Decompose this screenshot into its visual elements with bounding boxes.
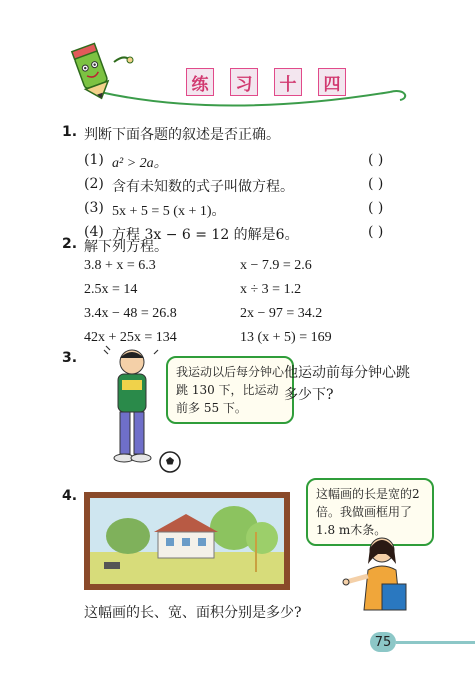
q1-item-1-answer-blank[interactable]: ( ) (368, 152, 384, 168)
title-char-4: 四 (318, 68, 346, 96)
q4-speech-bubble: 这幅画的长是宽的2倍。我做画框用了1.8 m木条。 (306, 478, 434, 546)
q3-speech-bubble: 我运动以后每分钟心跳 130 下，比运动前多 55 下。 (166, 356, 294, 424)
title-char-1: 练 (186, 68, 214, 96)
girl-figure-icon (340, 530, 420, 626)
pencil-mascot-icon (62, 42, 134, 102)
q2-number: 2. (62, 236, 78, 252)
q4-number: 4. (62, 488, 78, 504)
q3-number: 3. (62, 350, 78, 366)
q1-prompt: 判断下面各题的叙述是否正确。 (84, 127, 280, 143)
q2-left-eq-3: 3.4x − 48 = 26.8 (84, 306, 177, 321)
q2-right-eq-1: x − 7.9 = 2.6 (240, 258, 312, 273)
q2-left-eq-4: 42x + 25x = 134 (84, 330, 177, 345)
q1-item-4-answer-blank[interactable]: ( ) (368, 224, 384, 240)
title-char-2: 习 (230, 68, 258, 96)
q3-question: 他运动前每分钟心跳多少下? (284, 365, 410, 403)
q4-question: 这幅画的长、宽、面积分别是多少? (84, 605, 302, 621)
q2-left-eq-2: 2.5x = 14 (84, 282, 138, 297)
q1-item-3-text: 5x + 5 = 5 (x + 1)。 (112, 204, 226, 219)
q1-item-1-text: a² > 2a。 (112, 156, 168, 171)
footer-rule (396, 641, 475, 644)
q2-right-eq-4: 13 (x + 5) = 169 (240, 330, 332, 345)
q2-left-eq-1: 3.8 + x = 6.3 (84, 258, 156, 273)
q1-item-2-answer-blank[interactable]: ( ) (368, 176, 384, 192)
q2-right-eq-3: 2x − 97 = 34.2 (240, 306, 323, 321)
page-number: 75 (370, 632, 396, 652)
q1-item-2-text: 含有未知数的式子叫做方程。 (112, 179, 294, 195)
q1-item-1-label: (1) (84, 152, 104, 168)
q1-item-3-answer-blank[interactable]: ( ) (368, 200, 384, 216)
q1-item-3-label: (3) (84, 200, 104, 216)
soccer-ball-icon (158, 450, 182, 474)
title-char-3: 十 (274, 68, 302, 96)
q1-item-2-label: (2) (84, 176, 104, 192)
q1-item-4-text: 方程 3x − 6 = 12 的解是6。 (112, 227, 299, 243)
q1-number: 1. (62, 124, 78, 140)
q2-right-eq-2: x ÷ 3 = 1.2 (240, 282, 302, 297)
q1-item-4-label: (4) (84, 224, 104, 240)
landscape-painting (84, 492, 290, 590)
q2-prompt: 解下列方程。 (84, 239, 168, 255)
